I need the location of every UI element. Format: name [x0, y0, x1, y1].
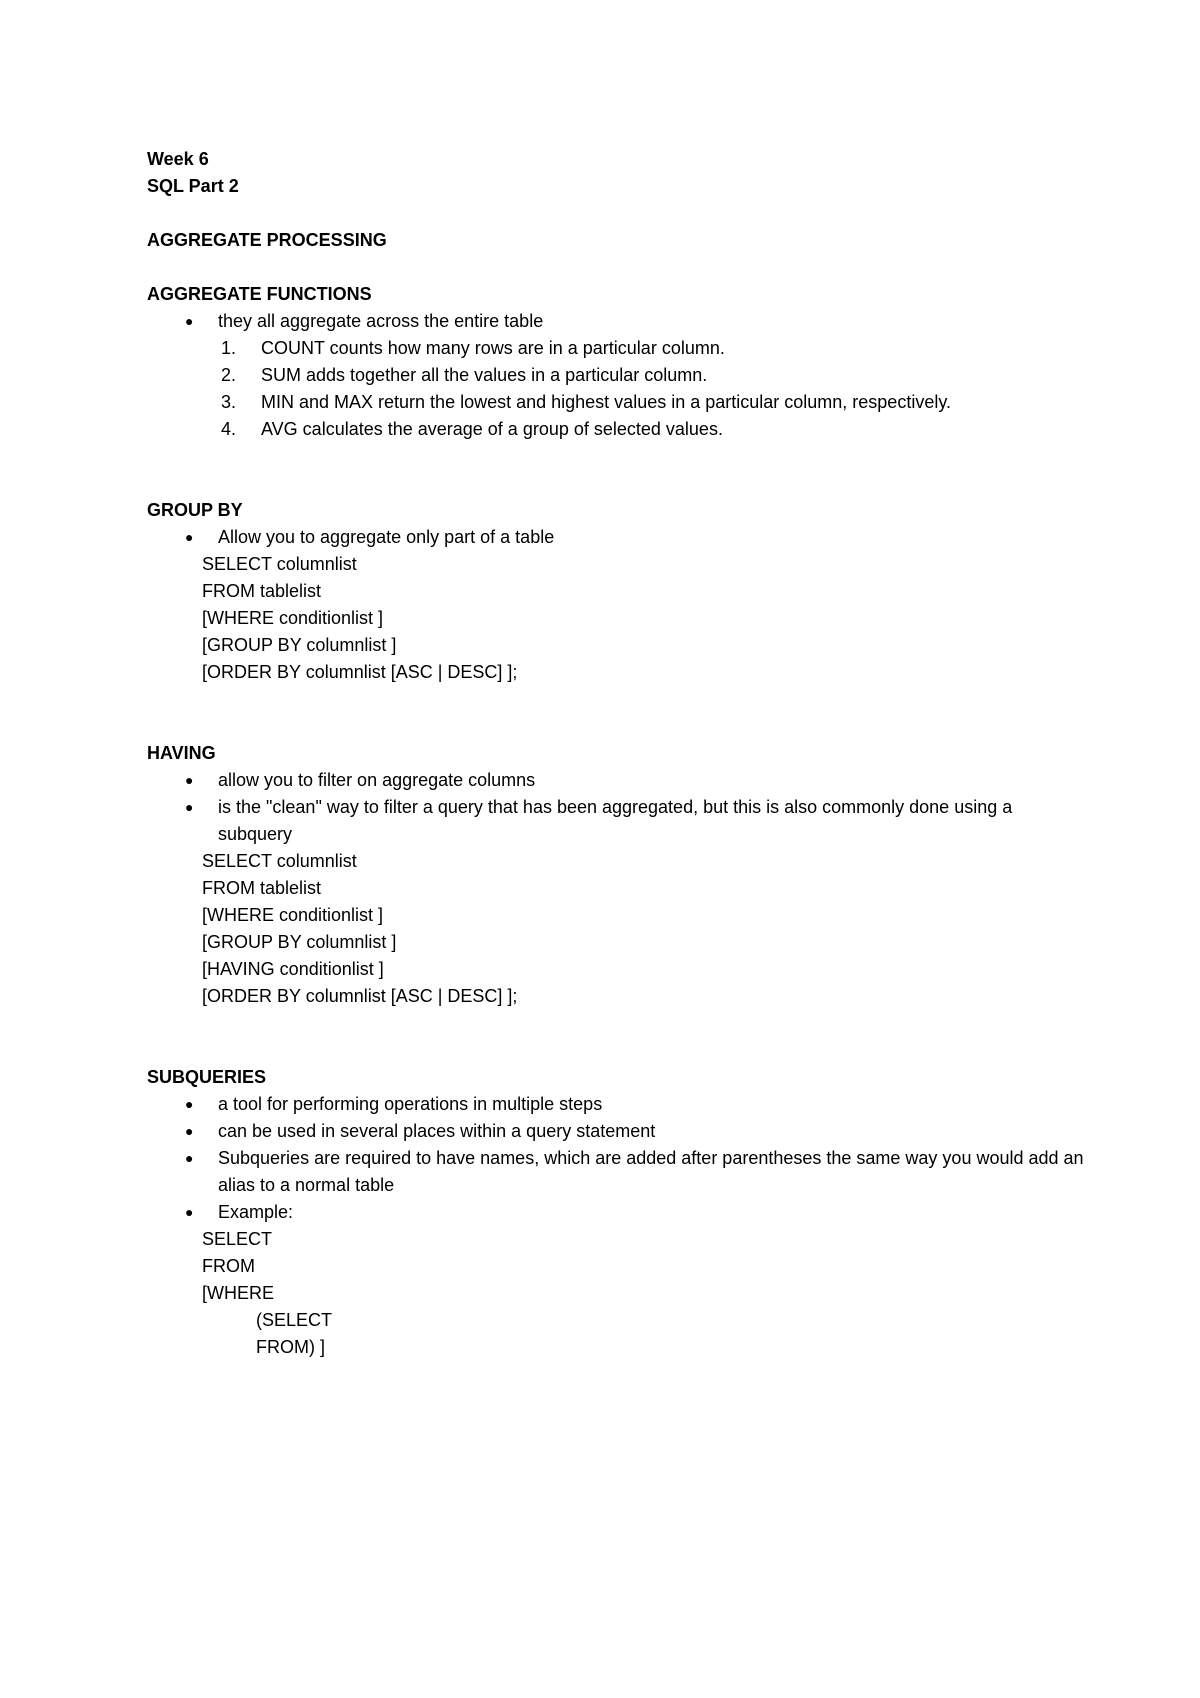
code-line: FROM	[202, 1256, 255, 1276]
code-line-nested: FROM) ]	[256, 1337, 325, 1357]
item-text: MIN and MAX return the lowest and highest values in a particular column, respectively.	[261, 392, 951, 412]
code-line: [ORDER BY columnlist [ASC | DESC] ];	[202, 662, 518, 682]
document-content	[147, 146, 1087, 1361]
list-item	[147, 794, 1087, 848]
code-line-nested: (SELECT	[256, 1310, 333, 1330]
list-item-text: Subqueries are required to have names, which are added after parentheses the same way you would add an alias to a normal table	[218, 1148, 1084, 1195]
numbered-item	[147, 335, 1087, 362]
list-item-text: Allow you to aggregate only part of a table	[218, 527, 555, 547]
section-title-aggregate-processing: AGGREGATE PROCESSING	[147, 230, 387, 250]
code-line: SELECT columnlist	[202, 554, 357, 574]
list-item	[147, 1118, 1087, 1145]
list-item-text: a tool for performing operations in multiple steps	[218, 1094, 603, 1114]
numbered-item	[147, 416, 1087, 443]
code-line: [GROUP BY columnlist ]	[202, 932, 397, 952]
item-number: 2.	[221, 365, 237, 385]
list-item	[147, 767, 1087, 794]
item-number: 3.	[221, 392, 237, 412]
list-item-text: they all aggregate across the entire table	[218, 311, 544, 331]
section-title-group-by: GROUP BY	[147, 500, 243, 520]
list-item	[147, 308, 1087, 335]
item-text: AVG calculates the average of a group of selected values.	[261, 419, 723, 439]
code-line: SELECT	[202, 1229, 273, 1249]
code-line: [ORDER BY columnlist [ASC | DESC] ];	[202, 986, 518, 1006]
code-line: [HAVING conditionlist ]	[202, 959, 384, 979]
section-title-subqueries: SUBQUERIES	[147, 1067, 267, 1087]
code-line: FROM tablelist	[202, 878, 322, 898]
spacer	[147, 254, 1087, 281]
item-number: 4.	[221, 419, 237, 439]
section-title-aggregate-functions: AGGREGATE FUNCTIONS	[147, 284, 372, 304]
list-item-text: is the "clean" way to filter a query that has been aggregated, but this is also commonly done using a subquery	[218, 797, 1013, 844]
code-line: [WHERE	[202, 1283, 274, 1303]
item-text: SUM adds together all the values in a particular column.	[261, 365, 708, 385]
spacer	[147, 200, 1087, 227]
bullet-icon: ●	[185, 799, 194, 815]
list-item-text: can be used in several places within a query statement	[218, 1121, 656, 1141]
spacer	[147, 443, 1087, 497]
item-number: 1.	[221, 338, 237, 358]
bullet-icon: ●	[185, 772, 194, 788]
code-line: FROM tablelist	[202, 581, 322, 601]
list-item	[147, 1091, 1087, 1118]
spacer	[147, 1010, 1087, 1064]
list-item	[147, 1199, 1087, 1226]
week-heading: Week 6	[147, 149, 209, 169]
bullet-icon: ●	[185, 1123, 194, 1139]
bullet-icon: ●	[185, 1204, 194, 1220]
code-line: [WHERE conditionlist ]	[202, 905, 384, 925]
list-item	[147, 1145, 1087, 1199]
code-line: [WHERE conditionlist ]	[202, 608, 384, 628]
bullet-icon: ●	[185, 1096, 194, 1112]
bullet-icon: ●	[185, 1150, 194, 1166]
code-line: [GROUP BY columnlist ]	[202, 635, 397, 655]
list-item-text: allow you to filter on aggregate columns	[218, 770, 536, 790]
numbered-item	[147, 389, 1087, 416]
code-line: SELECT columnlist	[202, 851, 357, 871]
list-item	[147, 524, 1087, 551]
bullet-icon: ●	[185, 529, 194, 545]
list-item-text: Example:	[218, 1202, 294, 1222]
section-title-having: HAVING	[147, 743, 216, 763]
bullet-icon: ●	[185, 313, 194, 329]
document-subtitle: SQL Part 2	[147, 176, 239, 196]
numbered-item	[147, 362, 1087, 389]
spacer	[147, 686, 1087, 740]
item-text: COUNT counts how many rows are in a particular column.	[261, 338, 725, 358]
